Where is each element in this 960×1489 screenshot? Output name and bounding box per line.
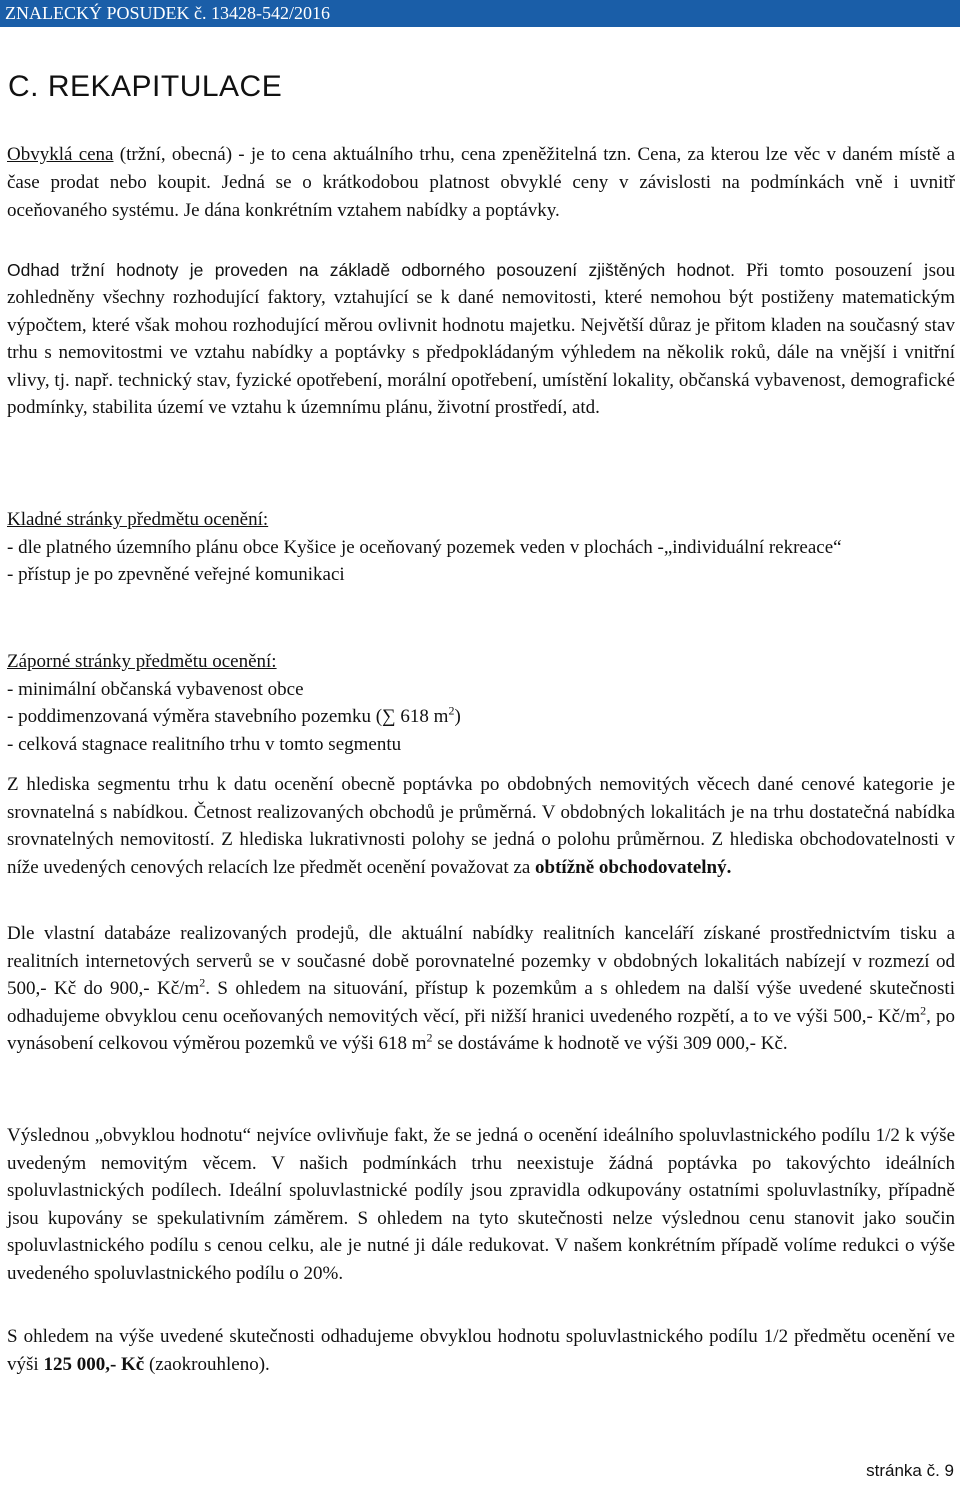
conclusion-paragraph: S ohledem na výše uvedené skutečnosti odhadujeme obvyklou hodnotu spoluvlastnického podílu 1/2 předmětu ocenění ve výši 125 000,- Kč (zaokrouhleno).: [7, 1326, 955, 1375]
segment-text: Z hlediska segmentu trhu k datu ocenění obecně poptávka po obdobných nemovitých věcech dané cenové kategorie je srovnatelná s nabídkou. Četnost realizovaných obchodů je průměrná. V obdobných lokalitách je na trhu dostatečná nabídka srovnatelných nemovitostí. Z hlediska lukrativnosti polohy se jedná o polohu průměrnou. Z hlediska obchodovatelnosti v níže uvedených cenových relacích lze předmět ocenění považovat za: [7, 774, 955, 878]
intro-paragraph: [7, 141, 955, 225]
positives-heading: Kladné stránky předmětu ocenění:: [7, 509, 269, 530]
positives-section: [7, 506, 955, 589]
negatives-item: - minimální občanská vybavenost obce: [7, 678, 304, 700]
assessment-rest: Při tomto posouzení jsou zohledněny všechny rozhodující faktory, vztahující se k dané nemovitosti, které nemohou být postiženy matematickým výpočtem, které však mohou rozhodující měrou ovlivnit hodnotu majetku. Největší důraz je přitom kladen na současný stav trhu s nemovitostmi ve vztahu nabídky a poptávky s předpokládaným výhledem na několik roků, dále na vnější i vnitřní vlivy, tj. např.: [7, 260, 955, 391]
positives-item: - přístup je po zpevněné veřejné komunikaci: [7, 564, 345, 586]
segment-bold: obtížně obchodovatelný.: [535, 856, 732, 878]
result-paragraph: [7, 1122, 955, 1288]
negatives-section: [7, 648, 955, 758]
conclusion-value: 125 000,- Kč: [43, 1353, 145, 1375]
segment-paragraph: [7, 771, 955, 881]
negatives-item: - poddimenzovaná výměra stavebního pozemku (∑ 618 $m^2$): [7, 703, 461, 728]
assessment-rest-2: technický stav, fyzické opotřebení, morální opotřebení, umístění lokality, občanská vybavenost, demografické podmínky, stabilita území ve vztahu k územnímu plánu, životní prostředí, atd.: [7, 369, 955, 419]
header-title: ZNALECKÝ POSUDEK č. 13428-542/2016: [5, 3, 330, 23]
assessment-paragraph: [7, 257, 955, 421]
intro-text: (tržní, obecná) - je to cena aktuálního trhu, cena zpeněžitelná tzn. Cena, za kterou lze věc v daném místě a čase prodat nebo koupit. Jedná se o krátkodobou platnost obvyklé ceny v závislosti na podmínkách vně i uvnitř oceňovaného systému. Je dána konkrétním vztahem nabídky a poptávky.: [7, 144, 956, 221]
document-header: [0, 0, 960, 27]
page-number: stránka č. 9: [866, 1461, 954, 1480]
result-text: Výslednou „obvyklou hodnotu“ nejvíce ovlivňuje fakt, že se jedná o ocenění ideálního spoluvlastnického podílu 1/2 k výše uvedeným nemovitým věcem. V našich podmínkách trhu neexistuje žádná poptávka po takovýchto ideálních spoluvlastnických podílech. Ideální spoluvlastnické podíly jsou zpravidla odkupovány ostatními spoluvlastníky, případně jsou kupovány se spekulativním záměrem. S ohledem na tyto skutečnosti nelze výslednou cenu stanovit jako součin spoluvlastnického podílu s cenou celku, ale je nutné ji dále redukovat. V našem konkrétním případě volíme redukci o výše uvedeného spoluvlastnického podílu o 20%.: [7, 1125, 955, 1284]
positives-item: - dle platného územního plánu obce Kyšice je oceňovaný pozemek veden v plochách -„individuální rekreace“: [7, 536, 842, 558]
intro-term: Obvyklá cena: [7, 144, 114, 165]
assessment-first: Odhad tržní hodnoty je proveden na základě odborného posouzení zjištěných hodnot.: [7, 260, 735, 280]
negatives-heading: Záporné stránky předmětu ocenění:: [7, 651, 277, 672]
database-paragraph: Dle vlastní databáze realizovaných prodejů, dle aktuální nabídky realitních kanceláří získané prostřednictvím tisku a realitních internetových serverů se v současné době porovnatelné pozemky v obdobných lokalitách nabízejí v rozmezí od 500,- Kč do 900,- $Kč/m^2$. S ohledem na situování, přístup k pozemkům a s ohledem na další výše uvedené skutečnosti odhadujeme obvyklou cenu oceňovaných nemovitých věcí, při nižší hranici uvedeného rozpětí, a to ve výši 500,- $Kč/m^2$, po vynásobení celkovou výměrou pozemků ve výši 618 $m^2$ se dostáváme k hodnotě ve výši 309 000,- Kč.: [7, 923, 956, 1055]
section-title: C. REKAPITULACE: [8, 70, 283, 103]
negatives-item: - celková stagnace realitního trhu v tomto segmentu: [7, 733, 402, 755]
